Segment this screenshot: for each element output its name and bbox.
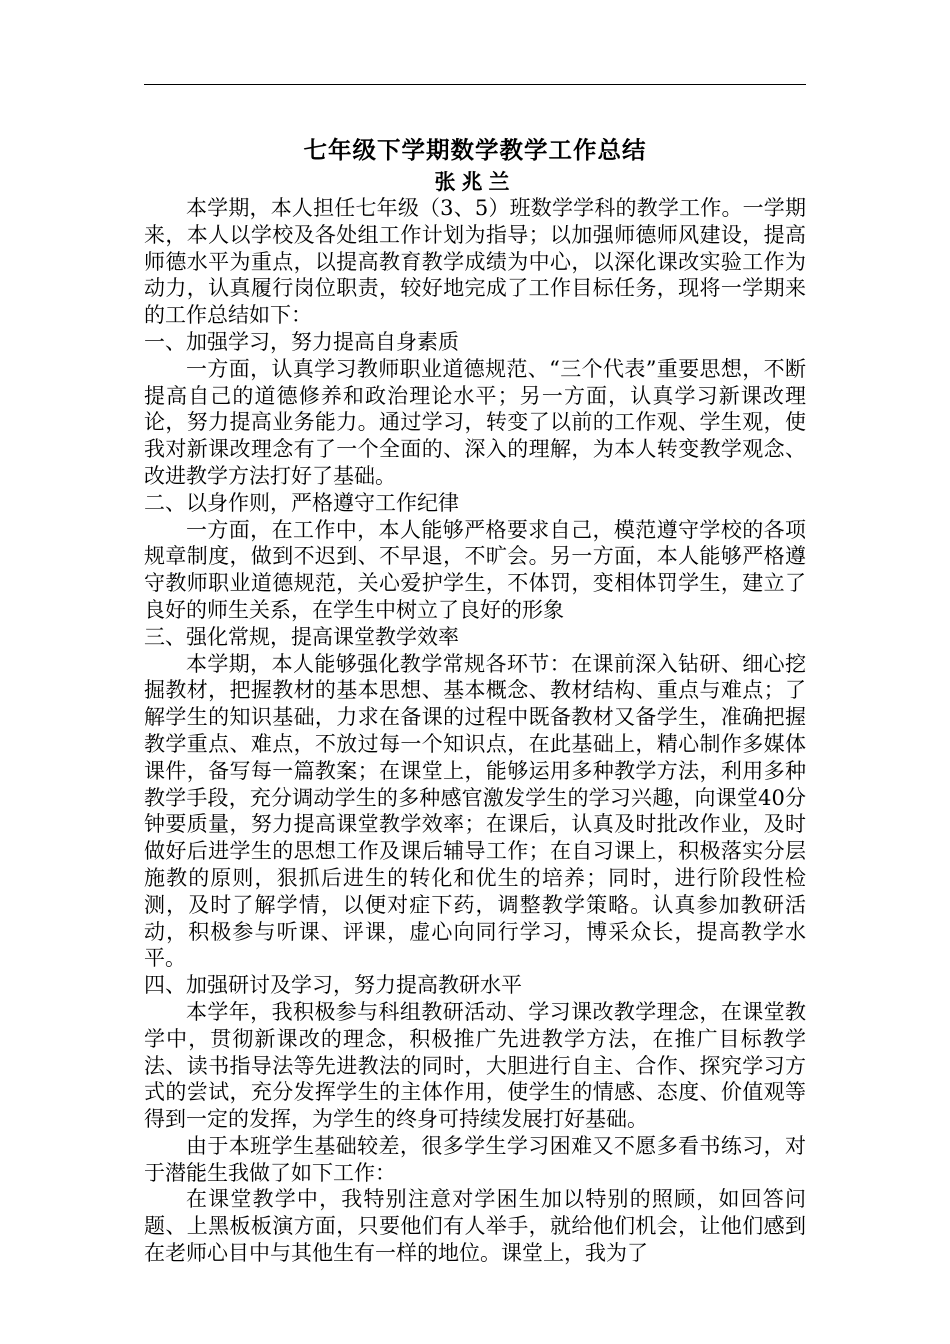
paragraph: 在课堂教学中，我特别注意对学困生加以特别的照顾，如回答问题、上黑板板演方面，只要他们有人举手，就给他们机会，让他们感到在老师心目中与其他生有一样的地位。课堂上，我为了 bbox=[144, 1187, 806, 1266]
document-title: 七年级下学期数学教学工作总结 bbox=[303, 136, 647, 164]
document-body bbox=[144, 127, 806, 1267]
section-heading: 二、以身作则，严格遵守工作纪律 bbox=[144, 490, 459, 515]
document-author: 张兆兰 bbox=[434, 169, 516, 194]
header-rule bbox=[144, 84, 806, 85]
paragraph: 一方面，在工作中，本人能够严格要求自己，模范遵守学校的各项规章制度，做到不迟到、不早退，不旷会。另一方面，本人能够严格遵守教师职业道德规范，关心爱护学生，不体罚，变相体罚学生，建立了良好的师生关系，在学生中树立了良好的形象 bbox=[144, 517, 806, 622]
paragraph: 一方面，认真学习教师职业道德规范、“三个代表”重要思想，不断提高自己的道德修养和政治理论水平；另一方面，认真学习新课改理论，努力提高业务能力。通过学习，转变了以前的工作观、学生观，使我对新课改理念有了一个全面的、深入的理解，为本人转变教学观念、改进教学方法打好了基础。 bbox=[144, 356, 806, 488]
paragraph: 本学期，本人担任七年级（3、5）班数学学科的教学工作。一学期来，本人以学校及各处组工作计划为指导；以加强师德师风建设，提高师德水平为重点，以提高教育教学成绩为中心，以深化课改实验工作为动力，认真履行岗位职责，较好地完成了工作目标任务，现将一学期来的工作总结如下： bbox=[144, 196, 806, 328]
paragraph: 由于本班学生基础较差，很多学生学习困难又不愿多看书练习，对于潜能生我做了如下工作： bbox=[144, 1133, 806, 1185]
paragraph: 本学期，本人能够强化教学常规各环节：在课前深入钻研、细心挖掘教材，把握教材的基本思想、基本概念、教材结构、重点与难点；了解学生的知识基础，力求在备课的过程中既备教材又备学生，准确把握教学重点、难点，不放过每一个知识点，在此基础上，精心制作多媒体课件，备写每一篇教案；在课堂上，能够运用多种教学方法，利用多种教学手段，充分调动学生的多种感官激发学生的学习兴趣，向课堂40分钟要质量，努力提高课堂教学效率；在课后，认真及时批改作业，及时做好后进学生的思想工作及课后辅导工作；在自习课上，积极落实分层施教的原则，狠抓后进生的转化和优生的培养；同时，进行阶段性检测，及时了解学情，以便对症下药，调整教学策略。认真参加教研活动，积极参与听课、评课，虚心向同行学习，博采众长，提高教学水平。 bbox=[144, 651, 806, 971]
paragraph: 本学年，我积极参与科组教研活动、学习课改教学理念，在课堂教学中，贯彻新课改的理念，积极推广先进教学方法，在推广目标教学法、读书指导法等先进教法的同时，大胆进行自主、合作、探究学习方式的尝试，充分发挥学生的主体作用，使学生的情感、态度、价值观等得到一定的发挥，为学生的终身可持续发展打好基础。 bbox=[144, 999, 806, 1132]
section-heading: 四、加强研讨及学习，努力提高教研水平 bbox=[144, 973, 522, 998]
section-heading: 三、强化常规，提高课堂教学效率 bbox=[144, 624, 459, 649]
section-heading: 一、加强学习，努力提高自身素质 bbox=[144, 329, 459, 354]
document-sections bbox=[144, 195, 806, 1267]
